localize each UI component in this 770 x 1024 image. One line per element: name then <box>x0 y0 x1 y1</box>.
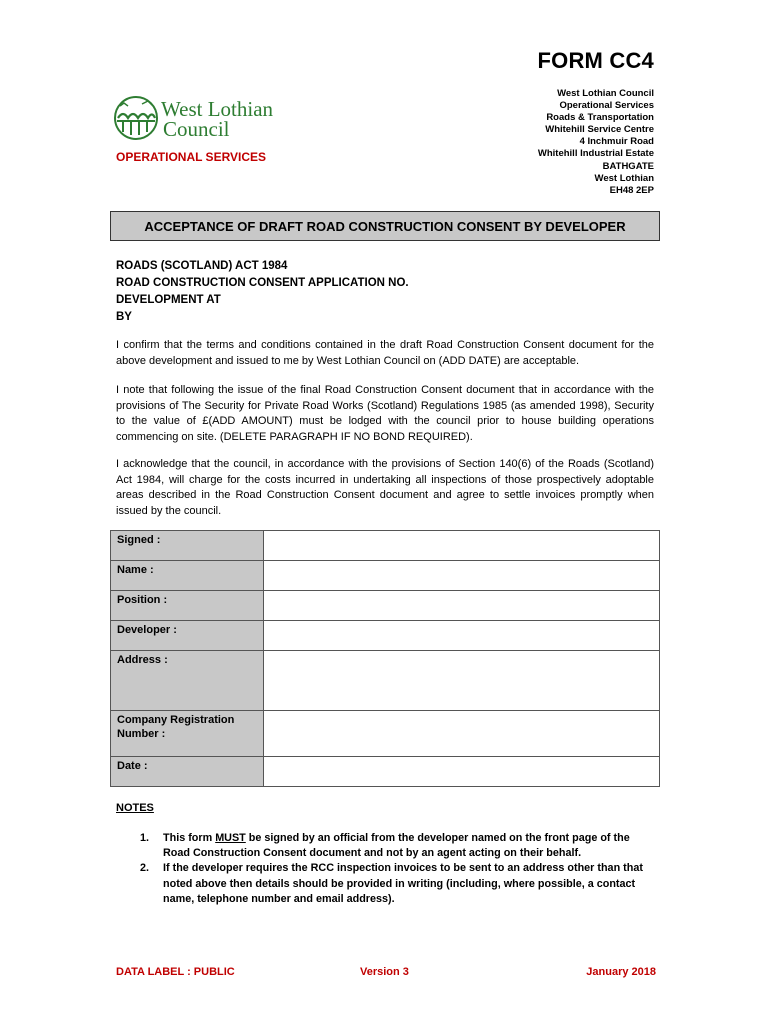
address-line: Operational Services <box>559 100 654 112</box>
reference-line: ROAD CONSTRUCTION CONSENT APPLICATION NO. <box>116 277 409 289</box>
date-label: January 2018 <box>586 966 656 978</box>
field-label: Date : <box>111 757 264 787</box>
address-line: BATHGATE <box>602 160 654 172</box>
table-row <box>111 591 660 621</box>
developer-field[interactable] <box>264 621 660 651</box>
form-title: FORM CC4 <box>537 48 654 73</box>
name-field[interactable] <box>264 561 660 591</box>
note-item <box>140 861 656 907</box>
reference-line: ROADS (SCOTLAND) ACT 1984 <box>116 260 288 272</box>
address-line: Roads & Transportation <box>546 112 654 124</box>
field-label: Company Registration Number : <box>111 711 264 757</box>
data-label: DATA LABEL : PUBLIC <box>116 966 235 978</box>
field-label: Name : <box>111 561 264 591</box>
field-label: Position : <box>111 591 264 621</box>
council-address <box>538 88 654 197</box>
note-text: This form MUST be signed by an official from the developer named on the front page of the Road Construction Consent document and not by an agent acting on their behalf. <box>163 832 630 860</box>
inspection-paragraph: I acknowledge that the council, in accordance with the provisions of Section 140(6) of the Roads (Scotland) Act 1984, will charge for the costs incurred in undertaking all inspections of those prospectively adoptable areas described in the Road Construction Consent document and agree to settle invoices promptly when issued by the council. <box>116 458 654 517</box>
company-registration-field[interactable] <box>264 711 660 757</box>
notes-heading: NOTES <box>116 802 154 814</box>
reference-block <box>116 258 409 326</box>
bridge-emblem-icon <box>115 97 157 139</box>
department-name: OPERATIONAL SERVICES <box>116 150 267 164</box>
confirmation-paragraph: I confirm that the terms and conditions contained in the draft Road Construction Consent document for the above development and issued to me by West Lothian Council on (ADD DATE) are acceptable. <box>116 339 654 367</box>
field-label: Developer : <box>111 621 264 651</box>
west-lothian-council-logo <box>112 94 312 142</box>
table-row <box>111 561 660 591</box>
note-text: If the developer requires the RCC inspection invoices to be sent to an address other than that noted above then details should be provided in writing (including, where possible, a contact name, telephone number and email address). <box>163 862 643 905</box>
address-line: West Lothian <box>594 172 654 184</box>
address-line: Whitehill Industrial Estate <box>537 148 654 160</box>
address-line: West Lothian Council <box>557 88 654 99</box>
address-line: EH48 2EP <box>609 184 654 196</box>
version-label: Version 3 <box>360 966 409 978</box>
reference-line: BY <box>116 311 132 323</box>
table-row <box>111 711 660 757</box>
address-line: Whitehill Service Centre <box>545 124 654 136</box>
address-field[interactable] <box>264 651 660 711</box>
signed-field[interactable] <box>264 531 660 561</box>
note-item <box>140 831 656 861</box>
field-label: Address : <box>111 651 264 711</box>
position-field[interactable] <box>264 591 660 621</box>
developer-details-table <box>110 530 660 787</box>
table-row <box>111 651 660 711</box>
logo-text-line1: West Lothian <box>161 97 274 121</box>
security-paragraph: I note that following the issue of the final Road Construction Consent document that in accordance with the provisions of The Security for Private Road Works (Scotland) Regulations 1985 (as amended 1998), Security to the value of £(ADD AMOUNT) must be lodged with the council prior to house building operations commencing on site. (DELETE PARAGRAPH IF NO BOND REQUIRED). <box>116 384 654 443</box>
reference-line: DEVELOPMENT AT <box>116 294 221 306</box>
note-number: 2. <box>140 862 150 875</box>
form-heading-banner <box>110 211 660 241</box>
field-label: Signed : <box>111 531 264 561</box>
note-number: 1. <box>140 832 150 844</box>
address-line: 4 Inchmuir Road <box>579 136 654 148</box>
form-heading: ACCEPTANCE OF DRAFT ROAD CONSTRUCTION CONSENT BY DEVELOPER <box>144 218 626 234</box>
emphasis-text: MUST <box>215 832 246 844</box>
table-row <box>111 621 660 651</box>
date-field[interactable] <box>264 757 660 787</box>
table-row <box>111 757 660 787</box>
table-row <box>111 531 660 561</box>
notes-list <box>140 831 656 907</box>
logo-text-line2: Council <box>163 117 230 141</box>
